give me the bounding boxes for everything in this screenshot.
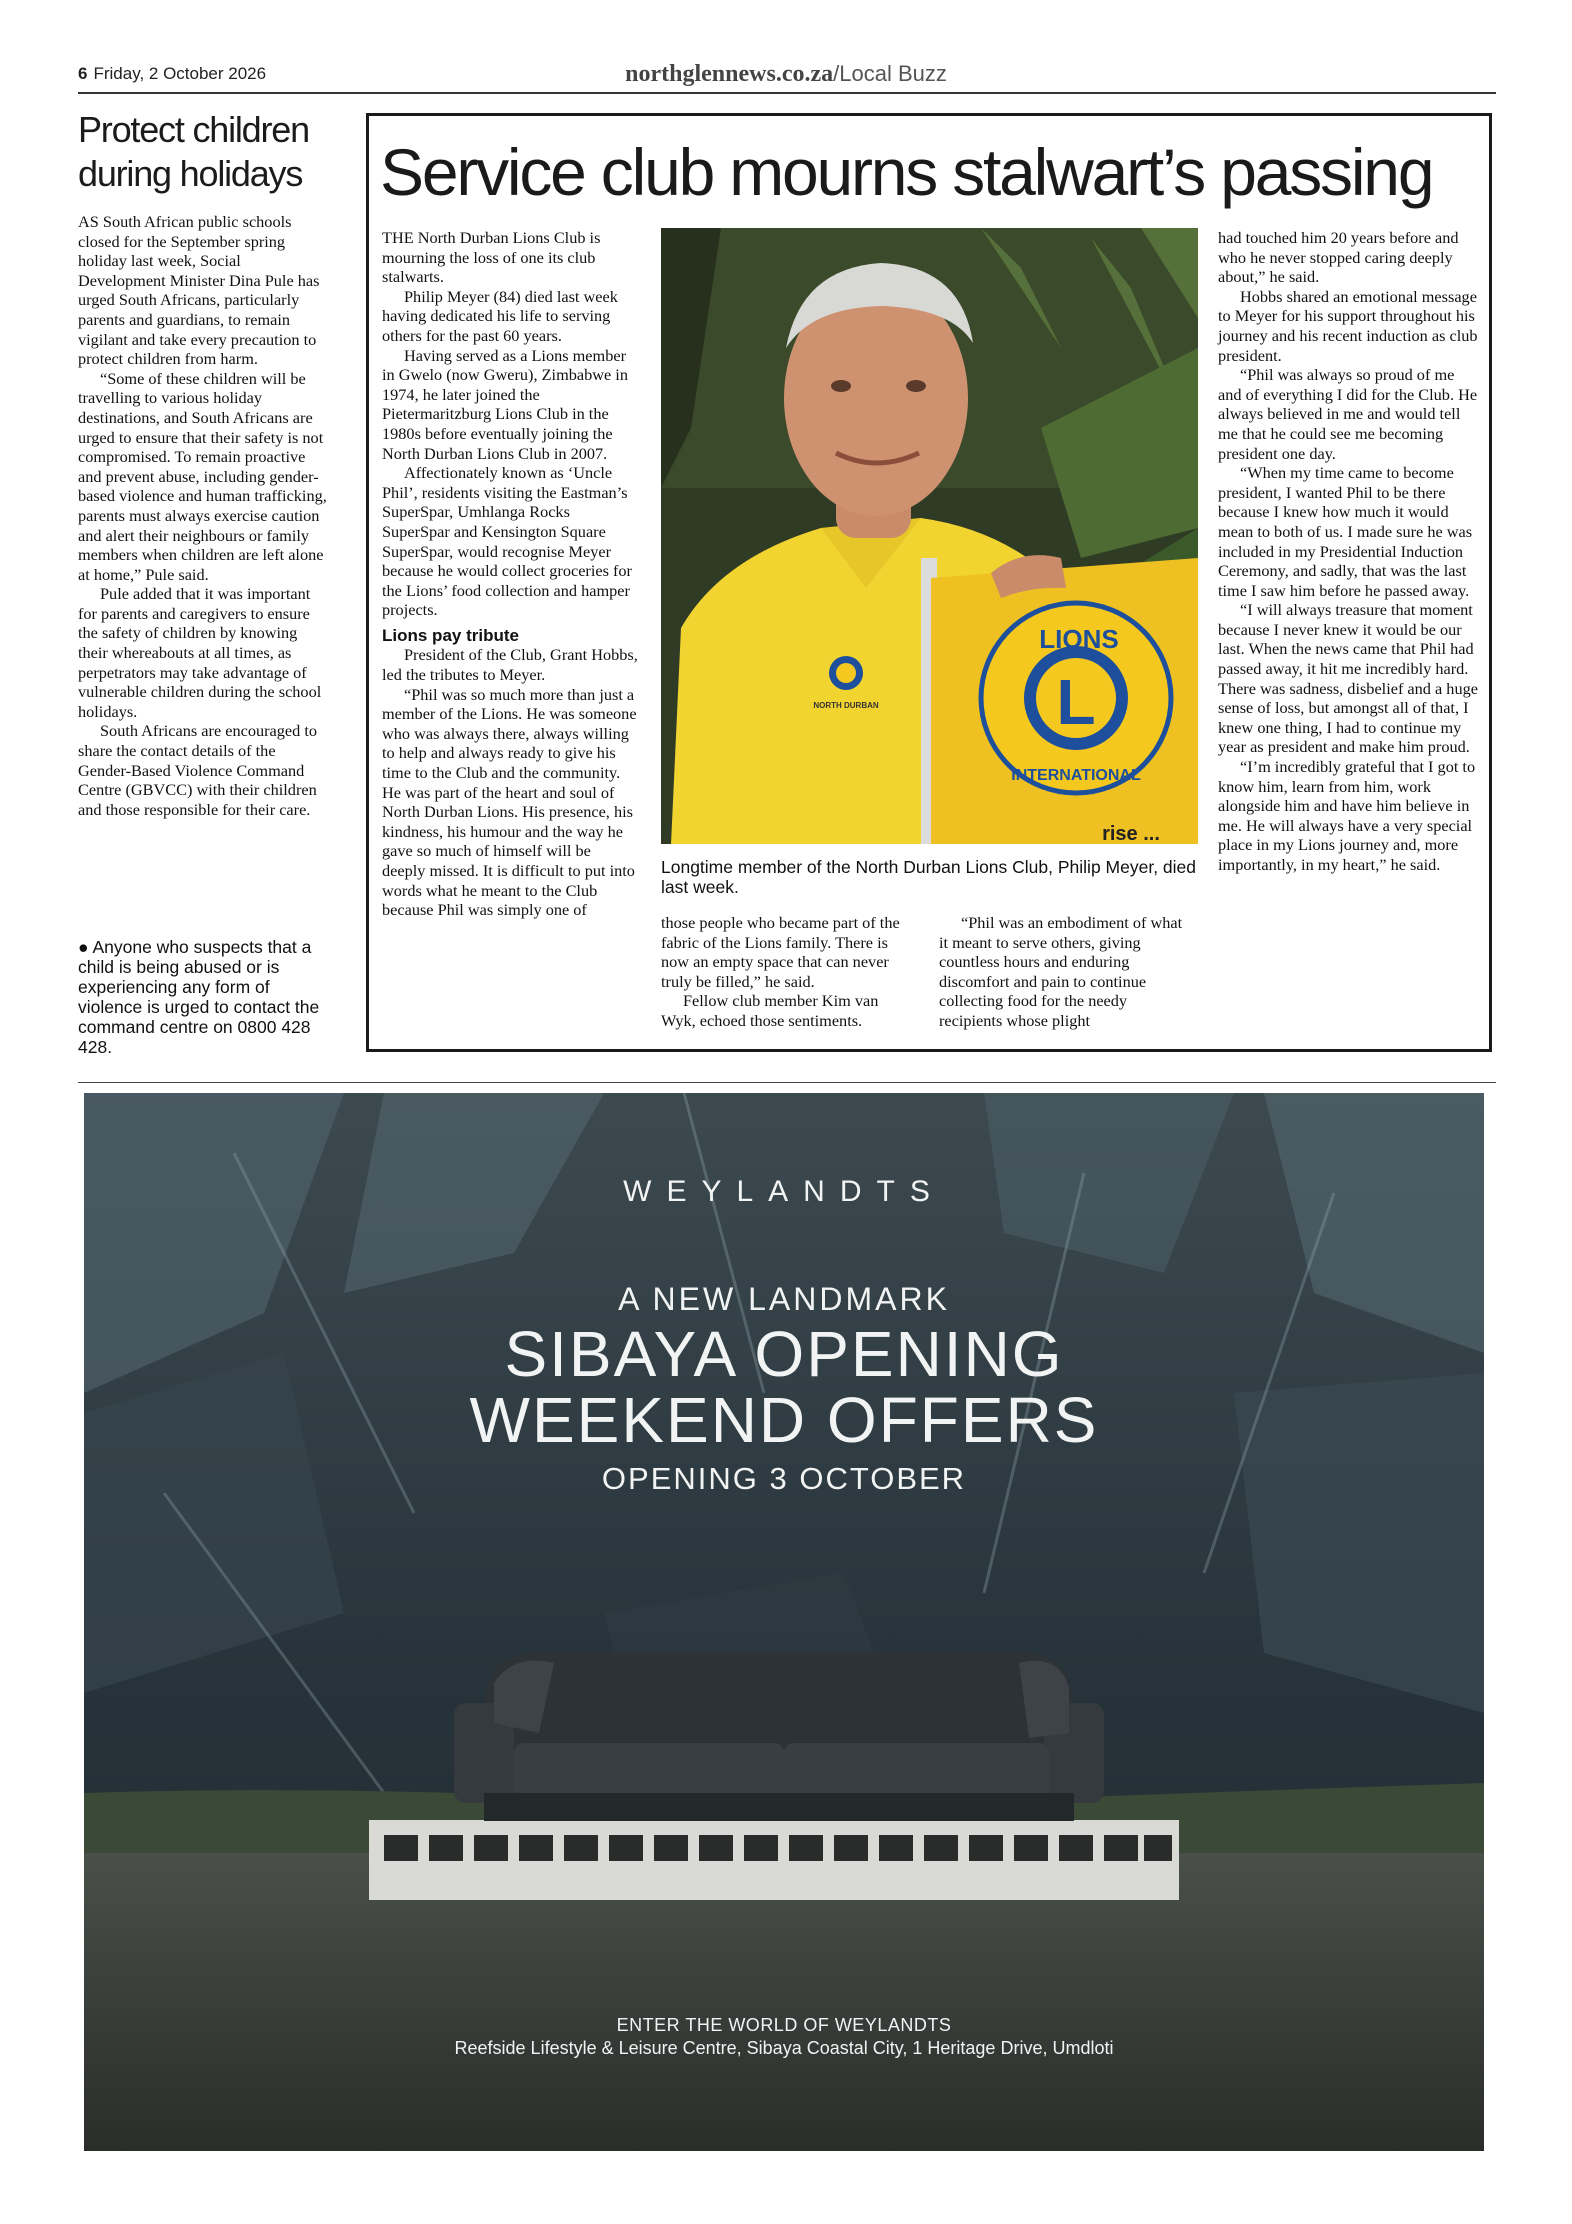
section-name: /Local Buzz xyxy=(833,61,947,86)
paragraph: Philip Meyer (84) died last week having dedicated his life to serving others for the past 60 years. xyxy=(382,286,618,345)
paragraph: Pule added that it was important for parents and caregivers to ensure the safety of children by knowing their whereabouts at all times, as perpetrators may take advantage of vulnerable children during the school holidays. xyxy=(78,584,322,721)
issue-date: Friday, 2 October 2026 xyxy=(93,64,267,83)
section-divider xyxy=(78,1082,1496,1083)
paragraph: Affectionately known as ‘Uncle Phil’, residents visiting the Eastman’s SuperSpar, Umhlanga Rocks SuperSpar and Kensington Square SuperSpar, would recognise Meyer because he would collect groceries for the Lions’ food collection and hamper projects. xyxy=(382,463,632,620)
banner-top-text: LIONS xyxy=(1039,624,1119,654)
weylandts-advertisement[interactable] xyxy=(84,1093,1484,2151)
paragraph: Having served as a Lions member in Gwelo (now Gweru), Zimbabwe in 1974, he later joined the Pietermaritzburg Lions Club in the 1980s before eventually joining the North Durban Lions Club in 2007. xyxy=(382,345,628,463)
paragraph: “Some of these children will be travelling to various holiday destinations, and South Africans are urged to ensure that their safety is not compromised. To remain proactive and prevent abuse, including gender-based violence and human trafficking, parents must always exercise caution and alert their neighbours or family members when children are left alone at home,” Pule said. xyxy=(78,368,327,584)
paragraph: “Phil was an embodiment of what it meant to serve others, giving countless hours and enduring discomfort and pain to continue collecting food for the needy recipients whose plight xyxy=(939,913,1183,1030)
article-column-3 xyxy=(939,913,1194,1031)
banner-partial-text: rise ... xyxy=(1102,823,1160,844)
header-rule xyxy=(78,92,1496,94)
site-name[interactable]: northglennews.co.za xyxy=(625,61,834,87)
article-photo xyxy=(661,228,1198,844)
ad-brand-logo: WEYLANDTS xyxy=(623,1175,945,1208)
paragraph: THE North Durban Lions Club is mourning the loss of one its club stalwarts. xyxy=(382,228,601,287)
paragraph: had touched him 20 years before and who he never stopped caring deeply about,” he said. xyxy=(1218,228,1459,287)
left-story-body xyxy=(78,212,330,819)
article-column-2 xyxy=(661,913,916,1031)
paragraph: South Africans are encouraged to share the contact details of the Gender-Based Violence Command Centre (GBVCC) with their children and those responsible for their care. xyxy=(78,721,318,819)
left-story-headline: Protect children during holidays xyxy=(78,109,309,194)
paragraph: “Phil was so much more than just a member of the Lions. He was someone who was always there, always willing to help and always ready to give his time to the Club and the community. He was part of the heart and soul of North Durban Lions. His presence, his kindness, his humour and the way he gave so much of himself will be deeply missed. It is difficult to put into words what he meant to the Club because Phil was simply one of xyxy=(382,684,637,920)
paragraph: “When my time came to become president, I wanted Phil to be there because I knew how much it would mean to both of us. I made sure he was included in my Presidential Induction Ceremony, and sadly, that was the last time I saw him before he passed away. xyxy=(1218,463,1473,600)
paragraph: “I will always treasure that moment because I never knew it would be our last. When the news came that Phil had passed away, it hit me incredibly hard. There was sadness, disbelief and a huge sense of loss, but amongst all of that, I knew one thing, I had to continue my year as president and make him proud. xyxy=(1218,600,1478,757)
article-headline: Service club mourns stalwart’s passing xyxy=(380,135,1433,209)
ad-headline-line-2: WEEKEND OFFERS xyxy=(469,1384,1099,1456)
photo-caption: Longtime member of the North Durban Lions Club, Philip Meyer, died last week. xyxy=(661,857,1196,897)
paragraph: President of the Club, Grant Hobbs, led the tributes to Meyer. xyxy=(382,645,638,685)
page-number: 6 xyxy=(78,64,88,83)
subheading: Lions pay tribute xyxy=(382,625,519,645)
site-banner xyxy=(0,61,1572,88)
ad-address: Reefside Lifestyle & Leisure Centre, Sibaya Coastal City, 1 Heritage Drive, Umdloti xyxy=(454,2038,1114,2058)
banner-letter: L xyxy=(1056,666,1096,738)
ad-opening-date: OPENING 3 OCTOBER xyxy=(601,1461,967,1496)
paragraph: “I’m incredibly grateful that I got to know him, learn from him, work alongside him and have him believe in me. He will always have a very special place in my Lions journey and, more importantly, in my heart,” he said. xyxy=(1218,757,1476,874)
shirt-badge-text: NORTH DURBAN xyxy=(813,701,879,710)
ad-tagline: A NEW LANDMARK xyxy=(618,1281,950,1317)
paragraph: Hobbs shared an emotional message to Meyer for his support throughout his journey and his recent induction as club president. xyxy=(1218,286,1478,365)
article-column-1 xyxy=(382,228,638,920)
ad-background-image xyxy=(84,1093,1484,2151)
helpline-note: ● Anyone who suspects that a child is being abused or is experiencing any form of violence is urged to contact the command centre on 0800 428 428. xyxy=(78,937,320,1057)
article-column-4 xyxy=(1218,228,1478,875)
ad-call-to-action: ENTER THE WORLD OF WEYLANDTS xyxy=(616,2015,952,2035)
ad-headline-line-1: SIBAYA OPENING xyxy=(504,1318,1064,1390)
paragraph: “Phil was always so proud of me and of everything I did for the Club. He always believed in me and would tell me that he could see me becoming president one day. xyxy=(1218,365,1478,463)
banner-bottom-text: INTERNATIONAL xyxy=(1011,767,1141,784)
paragraph: Fellow club member Kim van Wyk, echoed those sentiments. xyxy=(661,991,879,1030)
paragraph: AS South African public schools closed for the September spring holiday last week, Social Development Minister Dina Pule has urged South Africans, particularly parents and guardians, to remain vigilant and take every precaution to protect children from harm. xyxy=(78,212,320,369)
paragraph: those people who became part of the fabric of the Lions family. There is now an empty space that can never truly be filled,” he said. xyxy=(661,913,900,991)
